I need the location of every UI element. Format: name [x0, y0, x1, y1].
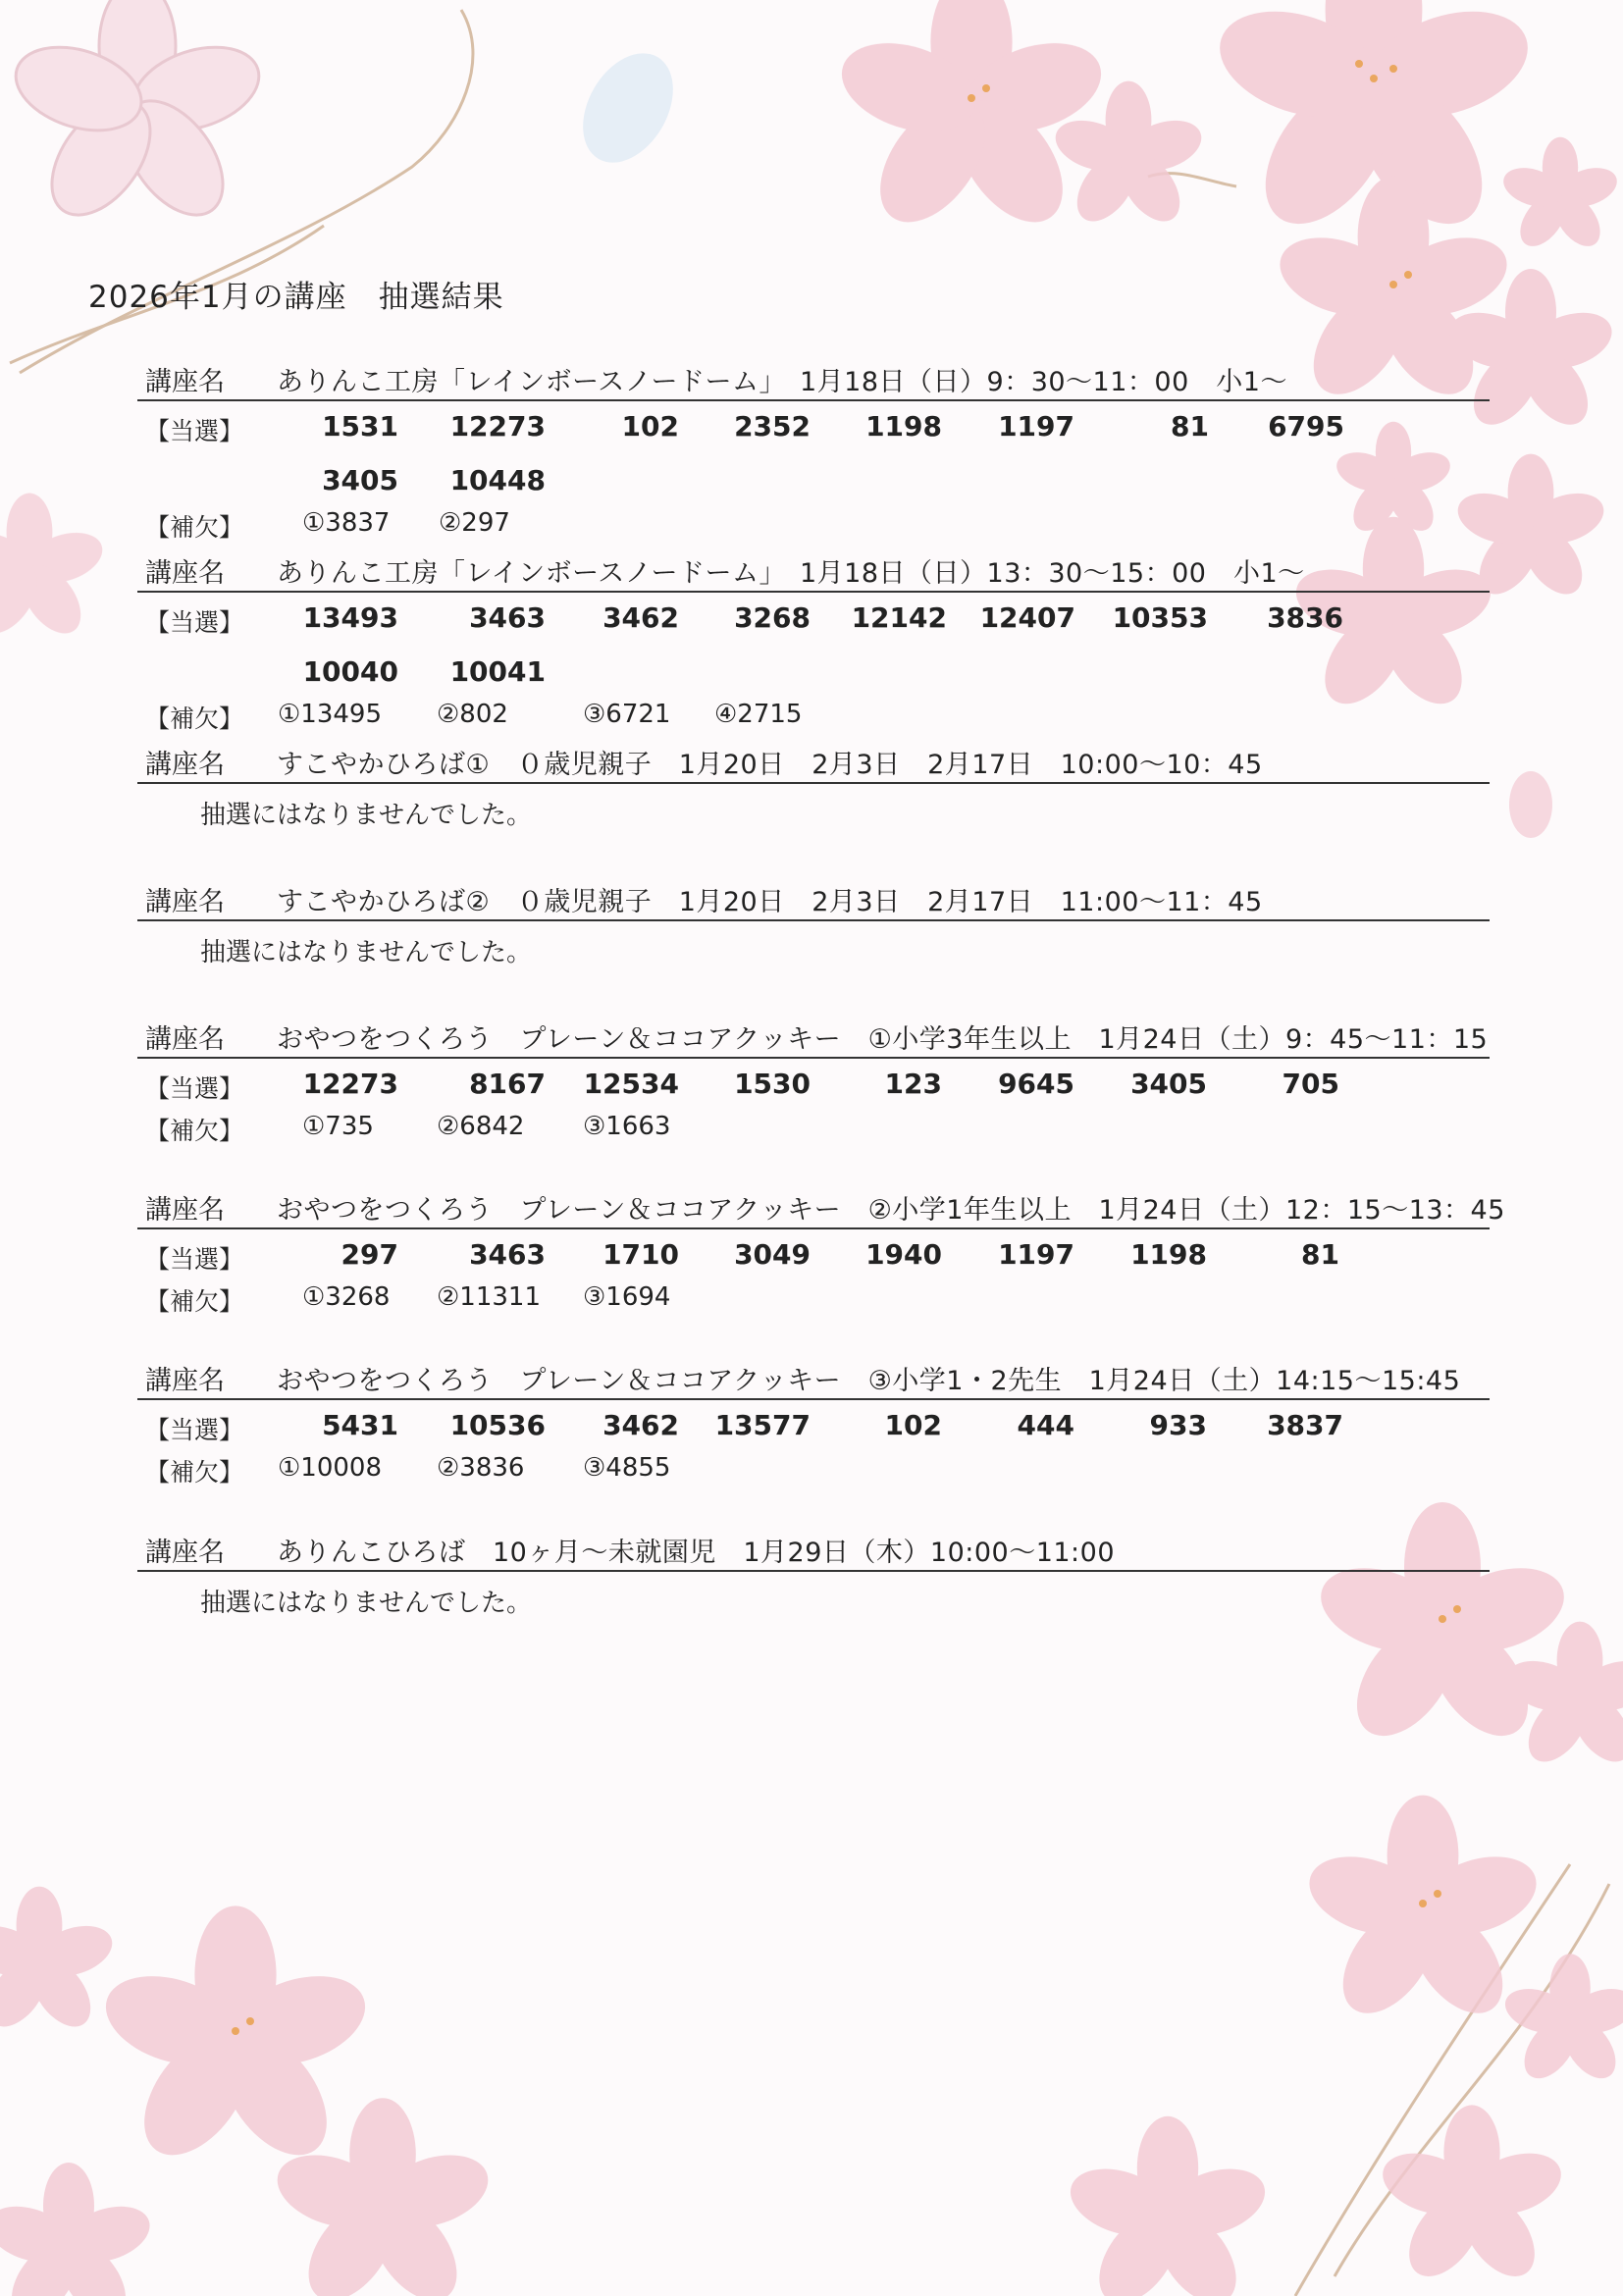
alternates-label: 【補欠】 — [145, 1117, 244, 1145]
winner-number: 1197 — [998, 1238, 1074, 1271]
winner-number: 3405 — [1130, 1068, 1207, 1100]
winner-number: 13493 — [302, 601, 398, 634]
course-label: 講座名 — [145, 887, 225, 917]
course-title: ありんこひろば 10ヶ月～未就園児 1月29日（木）10:00～11:00 — [277, 1538, 1116, 1568]
winner-number: 1197 — [998, 410, 1074, 443]
alternate-number: ②11311 — [437, 1282, 542, 1312]
page-title: 2026年1月の講座 抽選結果 — [88, 280, 504, 315]
divider-line — [137, 782, 1490, 784]
alternate-number: ①3837 — [302, 508, 391, 538]
alternate-number: ③4855 — [583, 1453, 671, 1483]
winner-number: 12407 — [979, 601, 1075, 634]
alternate-number: ②3836 — [437, 1453, 525, 1483]
alternate-number: ①735 — [302, 1112, 374, 1141]
winners-label: 【当選】 — [145, 1074, 244, 1103]
course-title: おやつをつくろう プレーン＆ココアクッキー ③小学1・2先生 1月24日（土）14:15～15:45 — [277, 1366, 1461, 1396]
divider-line — [137, 919, 1490, 921]
winner-number: 1530 — [734, 1068, 811, 1100]
course-label: 講座名 — [145, 367, 225, 397]
course-label: 講座名 — [145, 558, 225, 589]
winner-number: 102 — [884, 1409, 942, 1441]
divider-line — [137, 399, 1490, 401]
alternate-number: ①13495 — [278, 700, 383, 729]
winner-number: 705 — [1282, 1068, 1339, 1100]
alternate-number: ②802 — [437, 700, 508, 729]
alternates-label: 【補欠】 — [145, 1458, 244, 1487]
winner-number: 297 — [340, 1238, 398, 1271]
alternates-label: 【補欠】 — [145, 704, 244, 733]
winner-number: 1940 — [865, 1238, 942, 1271]
winner-number: 102 — [621, 410, 679, 443]
winner-number: 12273 — [449, 410, 546, 443]
winner-number: 3049 — [734, 1238, 811, 1271]
course-label: 講座名 — [145, 1538, 225, 1568]
course-label: 講座名 — [145, 1366, 225, 1396]
winner-number: 1198 — [865, 410, 942, 443]
winner-number: 10448 — [449, 464, 546, 496]
winner-number: 10536 — [449, 1409, 546, 1441]
winner-number: 8167 — [469, 1068, 546, 1100]
winner-number: 12142 — [851, 601, 947, 634]
winner-number: 3463 — [469, 601, 546, 634]
winner-number: 933 — [1149, 1409, 1207, 1441]
course-title: ありんこ工房「レインボースノードーム」 1月18日（日）13：30～15：00 小1～ — [277, 558, 1305, 589]
course-label: 講座名 — [145, 750, 225, 780]
winner-number: 2352 — [734, 410, 811, 443]
winner-number: 10041 — [449, 655, 546, 688]
alternate-number: ②6842 — [437, 1112, 525, 1141]
alternate-number: ③1663 — [583, 1112, 671, 1141]
alternate-number: ①3268 — [302, 1282, 391, 1312]
course-title: おやつをつくろう プレーン＆ココアクッキー ①小学3年生以上 1月24日（土）9：45～11：15 — [277, 1024, 1489, 1055]
winner-number: 81 — [1301, 1238, 1339, 1271]
winner-number: 10353 — [1112, 601, 1208, 634]
winner-number: 3836 — [1267, 601, 1343, 634]
alternate-number: ①10008 — [278, 1453, 383, 1483]
winner-number: 81 — [1171, 410, 1209, 443]
winner-number: 5431 — [322, 1409, 398, 1441]
alternate-number: ②297 — [439, 508, 510, 538]
alternate-number: ④2715 — [714, 700, 803, 729]
course-title: すこやかひろば① ０歳児親子 1月20日 2月3日 2月17日 10:00～10：45 — [277, 750, 1263, 780]
winners-label: 【当選】 — [145, 608, 244, 637]
divider-line — [137, 591, 1490, 593]
alternate-number: ③6721 — [583, 700, 671, 729]
divider-line — [137, 1398, 1490, 1400]
winner-number: 3462 — [602, 601, 679, 634]
winner-number: 10040 — [302, 655, 398, 688]
divider-line — [137, 1057, 1490, 1059]
winner-number: 3405 — [322, 464, 398, 496]
winner-number: 3463 — [469, 1238, 546, 1271]
no-lottery-note: 抽選にはなりませんでした。 — [200, 938, 533, 967]
winner-number: 1531 — [322, 410, 398, 443]
winner-number: 1198 — [1130, 1238, 1207, 1271]
course-title: すこやかひろば② ０歳児親子 1月20日 2月3日 2月17日 11:00～11：45 — [277, 887, 1263, 917]
alternates-label: 【補欠】 — [145, 1287, 244, 1316]
winners-label: 【当選】 — [145, 1245, 244, 1274]
course-label: 講座名 — [145, 1195, 225, 1226]
alternate-number: ③1694 — [583, 1282, 671, 1312]
winner-number: 13577 — [714, 1409, 811, 1441]
no-lottery-note: 抽選にはなりませんでした。 — [200, 801, 533, 830]
winner-number: 123 — [884, 1068, 942, 1100]
divider-line — [137, 1570, 1490, 1572]
no-lottery-note: 抽選にはなりませんでした。 — [200, 1589, 533, 1618]
winner-number: 9645 — [998, 1068, 1074, 1100]
winner-number: 6795 — [1268, 410, 1344, 443]
winner-number: 12273 — [302, 1068, 398, 1100]
divider-line — [137, 1227, 1490, 1229]
winner-number: 3462 — [602, 1409, 679, 1441]
winner-number: 12534 — [583, 1068, 679, 1100]
winner-number: 3268 — [734, 601, 811, 634]
winner-number: 1710 — [602, 1238, 679, 1271]
course-title: ありんこ工房「レインボースノードーム」 1月18日（日）9：30～11：00 小1～ — [277, 367, 1287, 397]
course-label: 講座名 — [145, 1024, 225, 1055]
winners-label: 【当選】 — [145, 417, 244, 445]
winner-number: 3837 — [1267, 1409, 1343, 1441]
course-title: おやつをつくろう プレーン＆ココアクッキー ②小学1年生以上 1月24日（土）12：15～13：45 — [277, 1195, 1505, 1226]
winners-label: 【当選】 — [145, 1416, 244, 1444]
alternates-label: 【補欠】 — [145, 513, 244, 542]
winner-number: 444 — [1017, 1409, 1074, 1441]
